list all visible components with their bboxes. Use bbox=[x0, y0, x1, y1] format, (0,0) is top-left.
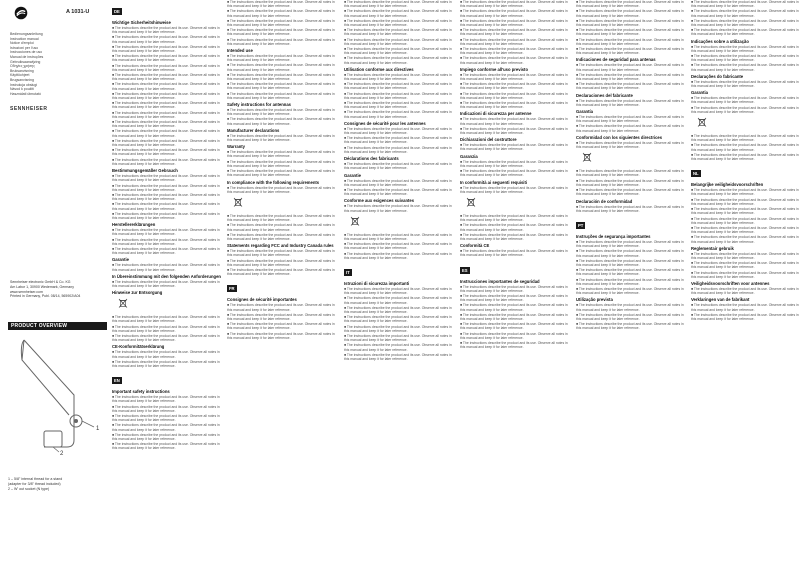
section-body: ■ The instructions describe the product and its use. Observe all notes in this manual and keep it for later reference. ■ The instructions describe the product and its use. Observe all notes in this manual and keep it for later reference. ■ The instructions describe the product and its use. Observe all notes in this manual and keep it for later reference. bbox=[344, 126, 452, 154]
section-body: ■ The instructions describe the product and its use. Observe all notes in this manual and keep it for later reference. ■ The instructions describe the product and its use. Observe all notes in this manual and keep it for later reference. ■ The instructions describe the product and its use. Observe all notes in this manual and keep it for later reference. bbox=[576, 63, 684, 91]
legend-line: (adapter for 3/8" thread included) bbox=[8, 482, 61, 486]
section-body: ■ The instructions describe the product and its use. Observe all notes in this manual and keep it for later reference. ■ The instructions describe the product and its use. Observe all notes in this manual and keep it for later reference. ■ The instructions describe the product and its use. Observe all notes in this manual and keep it for later reference. ■ The instructions describe the product and its use. Observe all notes in this manual and keep it for later reference. ■ The instructions describe the product and its use. Observe all notes in this manual and keep it for later reference. bbox=[344, 72, 452, 119]
language-tab: PT bbox=[578, 222, 584, 228]
text-column-1 bbox=[112, 0, 224, 567]
language-tab: EN bbox=[114, 378, 120, 384]
language-tab: NL bbox=[693, 171, 699, 177]
recycle-bin-icon bbox=[582, 152, 592, 162]
manual-title-line: Käyttöohjeet bbox=[10, 73, 30, 78]
section-heading: Declaraciones del fabricante bbox=[576, 92, 633, 98]
cover-column bbox=[4, 0, 110, 567]
section-heading: Dichiarazioni del costruttore bbox=[460, 137, 517, 143]
section-heading: Indicações sobre a utilização bbox=[691, 38, 749, 44]
recycle-bin-icon bbox=[233, 197, 243, 207]
manual-title-line: Οδηγίες χρήσης bbox=[10, 64, 35, 69]
manual-titles bbox=[10, 32, 106, 96]
section-body: ■ The instructions describe the product and its use. Observe all notes in this manual and keep it for later reference. ■ The instructions describe the product and its use. Observe all notes in this manual and keep it for later reference. ■ The instructions describe the product and its use. Observe all notes in this manual and keep it for later reference. bbox=[112, 315, 220, 343]
section-heading: Herstellererklärungen bbox=[112, 222, 156, 228]
section-body: ■ The instructions describe the product and its use. Observe all notes in this manual and keep it for later reference. ■ The instructions describe the product and its use. Observe all notes in this manual and keep it for later reference. ■ The instructions describe the product and its use. Observe all notes in this manual and keep it for later reference. ■ The instructions describe the product and its use. Observe all notes in this manual and keep it for later reference. ■ The instructions describe the product and its use. Observe all notes in this manual and keep it for later reference. bbox=[112, 174, 220, 220]
section-body: ■ The instructions describe the product and its use. Observe all notes in this manual and keep it for later reference. bbox=[691, 286, 799, 296]
section-body: ■ The instructions describe the product and its use. Observe all notes in this manual and keep it for later reference. ■ The instructions describe the product and its use. Observe all notes in this manual and keep it for later reference. ■ The instructions describe the product and its use. Observe all notes in this manual and keep it for later reference. bbox=[460, 213, 568, 241]
section-heading: Important safety instructions bbox=[112, 389, 170, 395]
manual-title-line: Instrukcja obsługi bbox=[10, 82, 38, 87]
section-body: ■ The instructions describe the product and its use. Observe all notes in this manual and keep it for later reference. ■ The instructions describe the product and its use. Observe all notes in this manual and keep it for later reference. bbox=[691, 96, 799, 114]
section-body: ■ The instructions describe the product and its use. Observe all notes in this manual and keep it for later reference. bbox=[344, 162, 452, 171]
text-column-2 bbox=[227, 0, 339, 567]
recycle-bin-icon bbox=[118, 298, 128, 308]
section-body: ■ The instructions describe the product and its use. Observe all notes in this manual and keep it for later reference. ■ The instructions describe the product and its use. Observe all notes in this manual and keep it for later reference. ■ The instructions describe the product and its use. Observe all notes in this manual and keep it for later reference. bbox=[691, 44, 799, 72]
section-heading: Consignes de sécurité pour les antennes bbox=[344, 120, 426, 126]
section-heading: Manufacturer declarations bbox=[227, 127, 280, 133]
section-heading: Conforme aux exigences suivantes bbox=[344, 198, 415, 204]
address-line: Am Labor 1, 30900 Wedemark, Germany bbox=[10, 284, 74, 289]
section-heading: Intended use bbox=[227, 48, 253, 54]
manual-title-line: Brugsanvisning bbox=[10, 77, 34, 82]
section-heading: Statements regarding FCC and Industry Canada rules bbox=[227, 243, 334, 249]
text-column-3 bbox=[344, 0, 456, 567]
section-body: ■ The instructions describe the product and its use. Observe all notes in this manual and keep it for later reference. ■ The instructions describe the product and its use. Observe all notes in this manual and keep it for later reference. ■ The instructions describe the product and its use. Observe all notes in this manual and keep it for later reference. ■ The instructions describe the product and its use. Observe all notes in this manual and keep it for later reference. bbox=[227, 303, 335, 340]
section-body: ■ The instructions describe the product and its use. Observe all notes in this manual and keep it for later reference. ■ The instructions describe the product and its use. Observe all notes in this manual and keep it for later reference. ■ The instructions describe the product and its use. Observe all notes in this manual and keep it for later reference. ■ The instructions describe the product and its use. Observe all notes in this manual and keep it for later reference. ■ The instructions describe the product and its use. Observe all notes in this manual and keep it for later reference. ■ The instructions describe the product and its use. Observe all notes in this manual and keep it for later reference. bbox=[691, 188, 799, 244]
address-line: www.sennheiser.com bbox=[10, 289, 43, 294]
section-body: ■ The instructions describe the product and its use. Observe all notes in this manual and keep it for later reference. ■ The instructions describe the product and its use. Observe all notes in this manual and keep it for later reference. ■ The instructions describe the product and its use. Observe all notes in this manual and keep it for later reference. bbox=[227, 150, 335, 178]
section-body: ■ The instructions describe the product and its use. Observe all notes in this manual and keep it for later reference. bbox=[460, 249, 568, 258]
section-body: ■ The instructions describe the product and its use. Observe all notes in this manual and keep it for later reference. ■ The instructions describe the product and its use. Observe all notes in this manual and keep it for later reference. ■ The instructions describe the product and its use. Observe all notes in this manual and keep it for later reference. ■ The instructions describe the product and its use. Observe all notes in this manual and keep it for later reference. ■ The instructions describe the product and its use. Observe all notes in this manual and keep it for later reference. ■ The instructions describe the product and its use. Observe all notes in this manual and keep it for later reference. bbox=[576, 239, 684, 296]
section-heading: Veiligheidsvoorschriften voor antennes bbox=[691, 280, 770, 286]
section-heading: Garantie bbox=[344, 172, 361, 178]
section-heading: Instrucciones importantes de seguridad bbox=[460, 278, 540, 284]
section-body: ■ The instructions describe the product and its use. Observe all notes in this manual and keep it for later reference. ■ The instructions describe the product and its use. Observe all notes in this manual and keep it for later reference. ■ The instructions describe the product and its use. Observe all notes in this manual and keep it for later reference. bbox=[576, 303, 684, 331]
section-body: ■ The instructions describe the product and its use. Observe all notes in this manual and keep it for later reference. bbox=[460, 143, 568, 152]
section-heading: Warranty bbox=[227, 144, 245, 150]
recycle-bin-icon bbox=[466, 197, 476, 207]
section-body: ■ The instructions describe the product and its use. Observe all notes in this manual and keep it for later reference. bbox=[576, 140, 684, 150]
antenna-device-illustration bbox=[14, 335, 104, 455]
section-body: ■ The instructions describe the product and its use. Observe all notes in this manual and keep it for later reference. ■ The instructions describe the product and its use. Observe all notes in this manual and keep it for later reference. bbox=[112, 350, 220, 368]
section-body: ■ The instructions describe the product and its use. Observe all notes in this manual and keep it for later reference. ■ The instructions describe the product and its use. Observe all notes in this manual and keep it for later reference. bbox=[227, 108, 335, 126]
section-body: ■ The instructions describe the product and its use. Observe all notes in this manual and keep it for later reference. ■ The instructions describe the product and its use. Observe all notes in this manual and keep it for later reference. ■ The instructions describe the product and its use. Observe all notes in this manual and keep it for later reference. ■ The instructions describe the product and its use. Observe all notes in this manual and keep it for later reference. bbox=[691, 0, 799, 37]
address-line: Sennheiser electronic GmbH & Co. KG bbox=[10, 280, 71, 284]
section-heading: Declaración de conformidad bbox=[576, 198, 633, 204]
svg-text:2: 2 bbox=[60, 451, 64, 455]
section-body: ■ The instructions describe the product and its use. Observe all notes in this manual and keep it for later reference. bbox=[112, 263, 220, 272]
manual-title-line: Instrucciones de uso bbox=[10, 50, 43, 55]
section-body: ■ The instructions describe the product and its use. Observe all notes in this manual and keep it for later reference. ■ The instructions describe the product and its use. Observe all notes in this manual and keep it for later reference. ■ The instructions describe the product and its use. Observe all notes in this manual and keep it for later reference. ■ The instructions describe the product and its use. Observe all notes in this manual and keep it for later reference. ■ The instructions describe the product and its use. Observe all notes in this manual and keep it for later reference. ■ The instructions describe the product and its use. Observe all notes in this manual and keep it for later reference. bbox=[576, 0, 684, 56]
manual-title-line: Bedienungsanleitung bbox=[10, 32, 43, 36]
section-body: ■ The instructions describe the product and its use. Observe all notes in this manual and keep it for later reference. ■ The instructions describe the product and its use. Observe all notes in this manual and keep it for later reference. ■ The instructions describe the product and its use. Observe all notes in this manual and keep it for later reference. ■ The instructions describe the product and its use. Observe all notes in this manual and keep it for later reference. ■ The instructions describe the product and its use. Observe all notes in this manual and keep it for later reference. ■ The instructions describe the product and its use. Observe all notes in this manual and keep it for later reference. bbox=[112, 395, 220, 451]
section-heading: Indicazioni di sicurezza per antenne bbox=[460, 111, 532, 117]
manual-title-line: Notice d'emploi bbox=[10, 41, 34, 46]
section-heading: Indicaciones de seguridad para antenas bbox=[576, 57, 656, 63]
section-heading: Impiego conforme all'uso previsto bbox=[460, 66, 529, 72]
section-heading: Garanzia bbox=[460, 153, 478, 159]
section-body: ■ The instructions describe the product and its use. Observe all notes in this manual and keep it for later reference. ■ The instructions describe the product and its use. Observe all notes in this manual and keep it for later reference. ■ The instructions describe the product and its use. Observe all notes in this manual and keep it for later reference. ■ The instructions describe the product and its use. Observe all notes in this manual and keep it for later reference. ■ The instructions describe the product and its use. Observe all notes in this manual and keep it for later reference. ■ The instructions describe the product and its use. Observe all notes in this manual and keep it for later reference. ■ The instructions describe the product and its use. Observe all notes in this manual and keep it for later reference. bbox=[460, 0, 568, 65]
recycle-bin-icon bbox=[350, 216, 360, 226]
section-body: ■ The instructions describe the product and its use. Observe all notes in this manual and keep it for later reference. bbox=[576, 204, 684, 213]
section-heading: Déclarations des fabricants bbox=[344, 156, 399, 162]
section-body: ■ The instructions describe the product and its use. Observe all notes in this manual and keep it for later reference. bbox=[691, 79, 799, 89]
language-tab: DE bbox=[114, 9, 120, 14]
section-heading: Reglementair gebruik bbox=[691, 245, 734, 251]
section-body: ■ The instructions describe the product and its use. Observe all notes in this manual and keep it for later reference. ■ The instructions describe the product and its use. Observe all notes in this manual and keep it for later reference. ■ The instructions describe the product and its use. Observe all notes in this manual and keep it for later reference. ■ The instructions describe the product and its use. Observe all notes in this manual and keep it for later reference. ■ The instructions describe the product and its use. Observe all notes in this manual and keep it for later reference. ■ The instructions describe the product and its use. Observe all notes in this manual and keep it for later reference. ■ The instructions describe the product and its use. Observe all notes in this manual and keep it for later reference. ■ The instructions describe the product and its use. Observe all notes in this manual and keep it for later reference. ■ The instructions describe the product and its use. Observe all notes in this manual and keep it for later reference. ■ The instructions describe the product and its use. Observe all notes in this manual and keep it for later reference. ■ The instructions describe the product and its use. Observe all notes in this manual and keep it for later reference. ■ The instructions describe the product and its use. Observe all notes in this manual and keep it for later reference. ■ The instructions describe the product and its use. Observe all notes in this manual and keep it for later reference. ■ The instructions describe the product and its use. Observe all notes in this manual and keep it for later reference. ■ The instructions describe the product and its use. Observe all notes in this manual and keep it for later reference. bbox=[112, 26, 220, 166]
text-column-5 bbox=[576, 0, 688, 567]
section-body: ■ The instructions describe the product and its use. Observe all notes in this manual and keep it for later reference. bbox=[227, 185, 335, 194]
section-body: ■ The instructions describe the product and its use. Observe all notes in this manual and keep it for later reference. ■ The instructions describe the product and its use. Observe all notes in this manual and keep it for later reference. bbox=[344, 178, 452, 197]
section-body: ■ The instructions describe the product and its use. Observe all notes in this manual and keep it for later reference. ■ The instructions describe the product and its use. Observe all notes in this manual and keep it for later reference. bbox=[576, 115, 684, 133]
brand-name: SENNHEISER bbox=[10, 106, 48, 112]
section-heading: Wichtige Sicherheitshinweise bbox=[112, 20, 171, 25]
manual-title-line: Használati útmutató bbox=[10, 91, 41, 96]
section-heading: Instruções de segurança importantes bbox=[576, 233, 651, 239]
overview-legend bbox=[8, 477, 110, 492]
section-heading: In compliance with the following requirements bbox=[227, 179, 320, 185]
section-heading: Garantía bbox=[576, 109, 593, 115]
section-body: ■ The instructions describe the product and its use. Observe all notes in this manual and keep it for later reference. bbox=[344, 204, 452, 213]
section-body: ■ The instructions describe the product and its use. Observe all notes in this manual and keep it for later reference. ■ The instructions describe the product and its use. Observe all notes in this manual and keep it for later reference. ■ The instructions describe the product and its use. Observe all notes in this manual and keep it for later reference. ■ The instructions describe the product and its use. Observe all notes in this manual and keep it for later reference. ■ The instructions describe the product and its use. Observe all notes in this manual and keep it for later reference. ■ The instructions describe the product and its use. Observe all notes in this manual and keep it for later reference. ■ The instructions describe the product and its use. Observe all notes in this manual and keep it for later reference. bbox=[344, 0, 452, 65]
language-tab: IT bbox=[346, 269, 350, 275]
section-heading: Garantia bbox=[691, 90, 708, 96]
section-heading: Bestimmungsgemäßer Gebrauch bbox=[112, 168, 178, 174]
section-heading: Hinweise zur Entsorgung bbox=[112, 290, 163, 296]
section-body: ■ The instructions describe the product and its use. Observe all notes in this manual and keep it for later reference. bbox=[227, 133, 335, 143]
address-line: Printed in Germany, Publ. 08/14, 565902/A04 bbox=[10, 294, 81, 299]
sennheiser-logo-icon bbox=[14, 6, 28, 20]
manual-title-line: Návod k použití bbox=[10, 87, 35, 92]
manual-title-line: Bruksanvisning bbox=[10, 68, 34, 73]
manual-title-line: Istruzioni per l'uso bbox=[10, 45, 39, 50]
section-body: ■ The instructions describe the product and its use. Observe all notes in this manual and keep it for later reference. bbox=[576, 98, 684, 107]
section-heading: Verklaringen van de fabrikant bbox=[691, 297, 750, 303]
legend-line: 1 – 5/8" internal thread for a stand bbox=[8, 477, 63, 481]
section-heading: Utilização prevista bbox=[576, 297, 613, 303]
section-body: ■ The instructions describe the product and its use. Observe all notes in this manual and keep it for later reference. ■ The instructions describe the product and its use. Observe all notes in this manual and keep it for later reference. bbox=[460, 159, 568, 178]
manual-title-line: Instruction manual bbox=[10, 36, 39, 41]
section-heading: Conformità CE bbox=[460, 243, 490, 249]
section-body: ■ The instructions describe the product and its use. Observe all notes in this manual and keep it for later reference. ■ The instructions describe the product and its use. Observe all notes in this manual and keep it for later reference. ■ The instructions describe the product and its use. Observe all notes in this manual and keep it for later reference. bbox=[227, 249, 335, 277]
section-body: ■ The instructions describe the product and its use. Observe all notes in this manual and keep it for later reference. ■ The instructions describe the product and its use. Observe all notes in this manual and keep it for later reference. ■ The instructions describe the product and its use. Observe all notes in this manual and keep it for later reference. ■ The instructions describe the product and its use. Observe all notes in this manual and keep it for later reference. ■ The instructions describe the product and its use. Observe all notes in this manual and keep it for later reference. ■ The instructions describe the product and its use. Observe all notes in this manual and keep it for later reference. ■ The instructions describe the product and its use. Observe all notes in this manual and keep it for later reference. bbox=[460, 284, 568, 350]
section-body: ■ The instructions describe the product and its use. Observe all notes in this manual and keep it for later reference. ■ The instructions describe the product and its use. Observe all notes in this manual and keep it for later reference. ■ The instructions describe the product and its use. Observe all notes in this manual and keep it for later reference. bbox=[112, 228, 220, 256]
section-heading: Utilisation conforme aux directives bbox=[344, 66, 414, 72]
manual-title-line: Gebruiksaanwijzing bbox=[10, 59, 41, 64]
section-heading: In Übereinstimmung mit den folgenden Anforderungen bbox=[112, 273, 221, 279]
section-body: ■ The instructions describe the product and its use. Observe all notes in this manual and keep it for later reference. ■ The instructions describe the product and its use. Observe all notes in this manual and keep it for later reference. ■ The instructions describe the product and its use. Observe all notes in this manual and keep it for later reference. bbox=[227, 213, 335, 241]
section-body: ■ The instructions describe the product and its use. Observe all notes in this manual and keep it for later reference. ■ The instructions describe the product and its use. Observe all notes in this manual and keep it for later reference. ■ The instructions describe the product and its use. Observe all notes in this manual and keep it for later reference. ■ The instructions describe the product and its use. Observe all notes in this manual and keep it for later reference. bbox=[460, 72, 568, 110]
section-heading: Consignes de sécurité importantes bbox=[227, 297, 297, 303]
section-heading: Belangrijke veiligheidsvoorschriften bbox=[691, 182, 764, 188]
section-heading: Conformidad con los siguientes directrices bbox=[576, 134, 663, 140]
svg-text:1: 1 bbox=[96, 426, 100, 432]
section-heading: In conformità ai seguenti requisiti bbox=[460, 179, 528, 185]
text-column-6 bbox=[691, 0, 799, 567]
section-heading: Safety instructions for antennas bbox=[227, 102, 291, 108]
product-code: A 1031-U bbox=[66, 9, 90, 15]
section-body: ■ The instructions describe the product and its use. Observe all notes in this manual and keep it for later reference. ■ The instructions describe the product and its use. Observe all notes in this manual and keep it for later reference. ■ The instructions describe the product and its use. Observe all notes in this manual and keep it for later reference. bbox=[691, 251, 799, 279]
section-heading: Declarações do fabricante bbox=[691, 73, 744, 79]
section-body: ■ The instructions describe the product and its use. Observe all notes in this manual and keep it for later reference. ■ The instructions describe the product and its use. Observe all notes in this manual and keep it for later reference. ■ The instructions describe the product and its use. Observe all notes in this manual and keep it for later reference. bbox=[576, 169, 684, 197]
language-tab: FR bbox=[229, 286, 235, 292]
section-body: ■ The instructions describe the product and its use. Observe all notes in this manual and keep it for later reference. ■ The instructions describe the product and its use. Observe all notes in this manual and keep it for later reference. ■ The instructions describe the product and its use. Observe all notes in this manual and keep it for later reference. ■ The instructions describe the product and its use. Observe all notes in this manual and keep it for later reference. ■ The instructions describe the product and its use. Observe all notes in this manual and keep it for later reference. ■ The instructions describe the product and its use. Observe all notes in this manual and keep it for later reference. ■ The instructions describe the product and its use. Observe all notes in this manual and keep it for later reference. ■ The instructions describe the product and its use. Observe all notes in this manual and keep it for later reference. bbox=[344, 286, 452, 361]
section-body: ■ The instructions describe the product and its use. Observe all notes in this manual and keep it for later reference. ■ The instructions describe the product and its use. Observe all notes in this manual and keep it for later reference. ■ The instructions describe the product and its use. Observe all notes in this manual and keep it for later reference. ■ The instructions describe the product and its use. Observe all notes in this manual and keep it for later reference. ■ The instructions describe the product and its use. Observe all notes in this manual and keep it for later reference. bbox=[227, 54, 335, 100]
text-column-4 bbox=[460, 0, 572, 567]
section-heading: CE-Konformitätserklärung bbox=[112, 344, 165, 350]
section-body: ■ The instructions describe the product and its use. Observe all notes in this manual and keep it for later reference. ■ The instructions describe the product and its use. Observe all notes in this manual and keep it for later reference. ■ The instructions describe the product and its use. Observe all notes in this manual and keep it for later reference. ■ The instructions describe the product and its use. Observe all notes in this manual and keep it for later reference. ■ The instructions describe the product and its use. Observe all notes in this manual and keep it for later reference. bbox=[227, 0, 335, 46]
section-body: ■ The instructions describe the product and its use. Observe all notes in this manual and keep it for later reference. bbox=[112, 279, 220, 288]
section-body: ■ The instructions describe the product and its use. Observe all notes in this manual and keep it for later reference. ■ The instructions describe the product and its use. Observe all notes in this manual and keep it for later reference. bbox=[460, 117, 568, 136]
section-body: ■ The instructions describe the product and its use. Observe all notes in this manual and keep it for later reference. bbox=[460, 185, 568, 194]
section-heading: Garantie bbox=[112, 257, 129, 263]
company-address bbox=[10, 280, 108, 299]
section-heading: Istruzioni di sicurezza importanti bbox=[344, 280, 410, 286]
legend-line: 2 – W' out socket (N type) bbox=[8, 487, 50, 491]
section-body: ■ The instructions describe the product and its use. Observe all notes in this manual and keep it for later reference. ■ The instructions describe the product and its use. Observe all notes in this manual and keep it for later reference. ■ The instructions describe the product and its use. Observe all notes in this manual and keep it for later reference. bbox=[344, 232, 452, 260]
section-body: ■ The instructions describe the product and its use. Observe all notes in this manual and keep it for later reference. ■ The instructions describe the product and its use. Observe all notes in this manual and keep it for later reference. bbox=[691, 303, 799, 321]
section-body: ■ The instructions describe the product and its use. Observe all notes in this manual and keep it for later reference. ■ The instructions describe the product and its use. Observe all notes in this manual and keep it for later reference. ■ The instructions describe the product and its use. Observe all notes in this manual and keep it for later reference. bbox=[691, 134, 799, 162]
manual-title-line: Manual de instruções bbox=[10, 54, 44, 59]
recycle-bin-icon bbox=[697, 117, 707, 127]
language-tab: ES bbox=[462, 267, 468, 273]
product-overview-label: PRODUCT OVERVIEW bbox=[8, 322, 107, 330]
